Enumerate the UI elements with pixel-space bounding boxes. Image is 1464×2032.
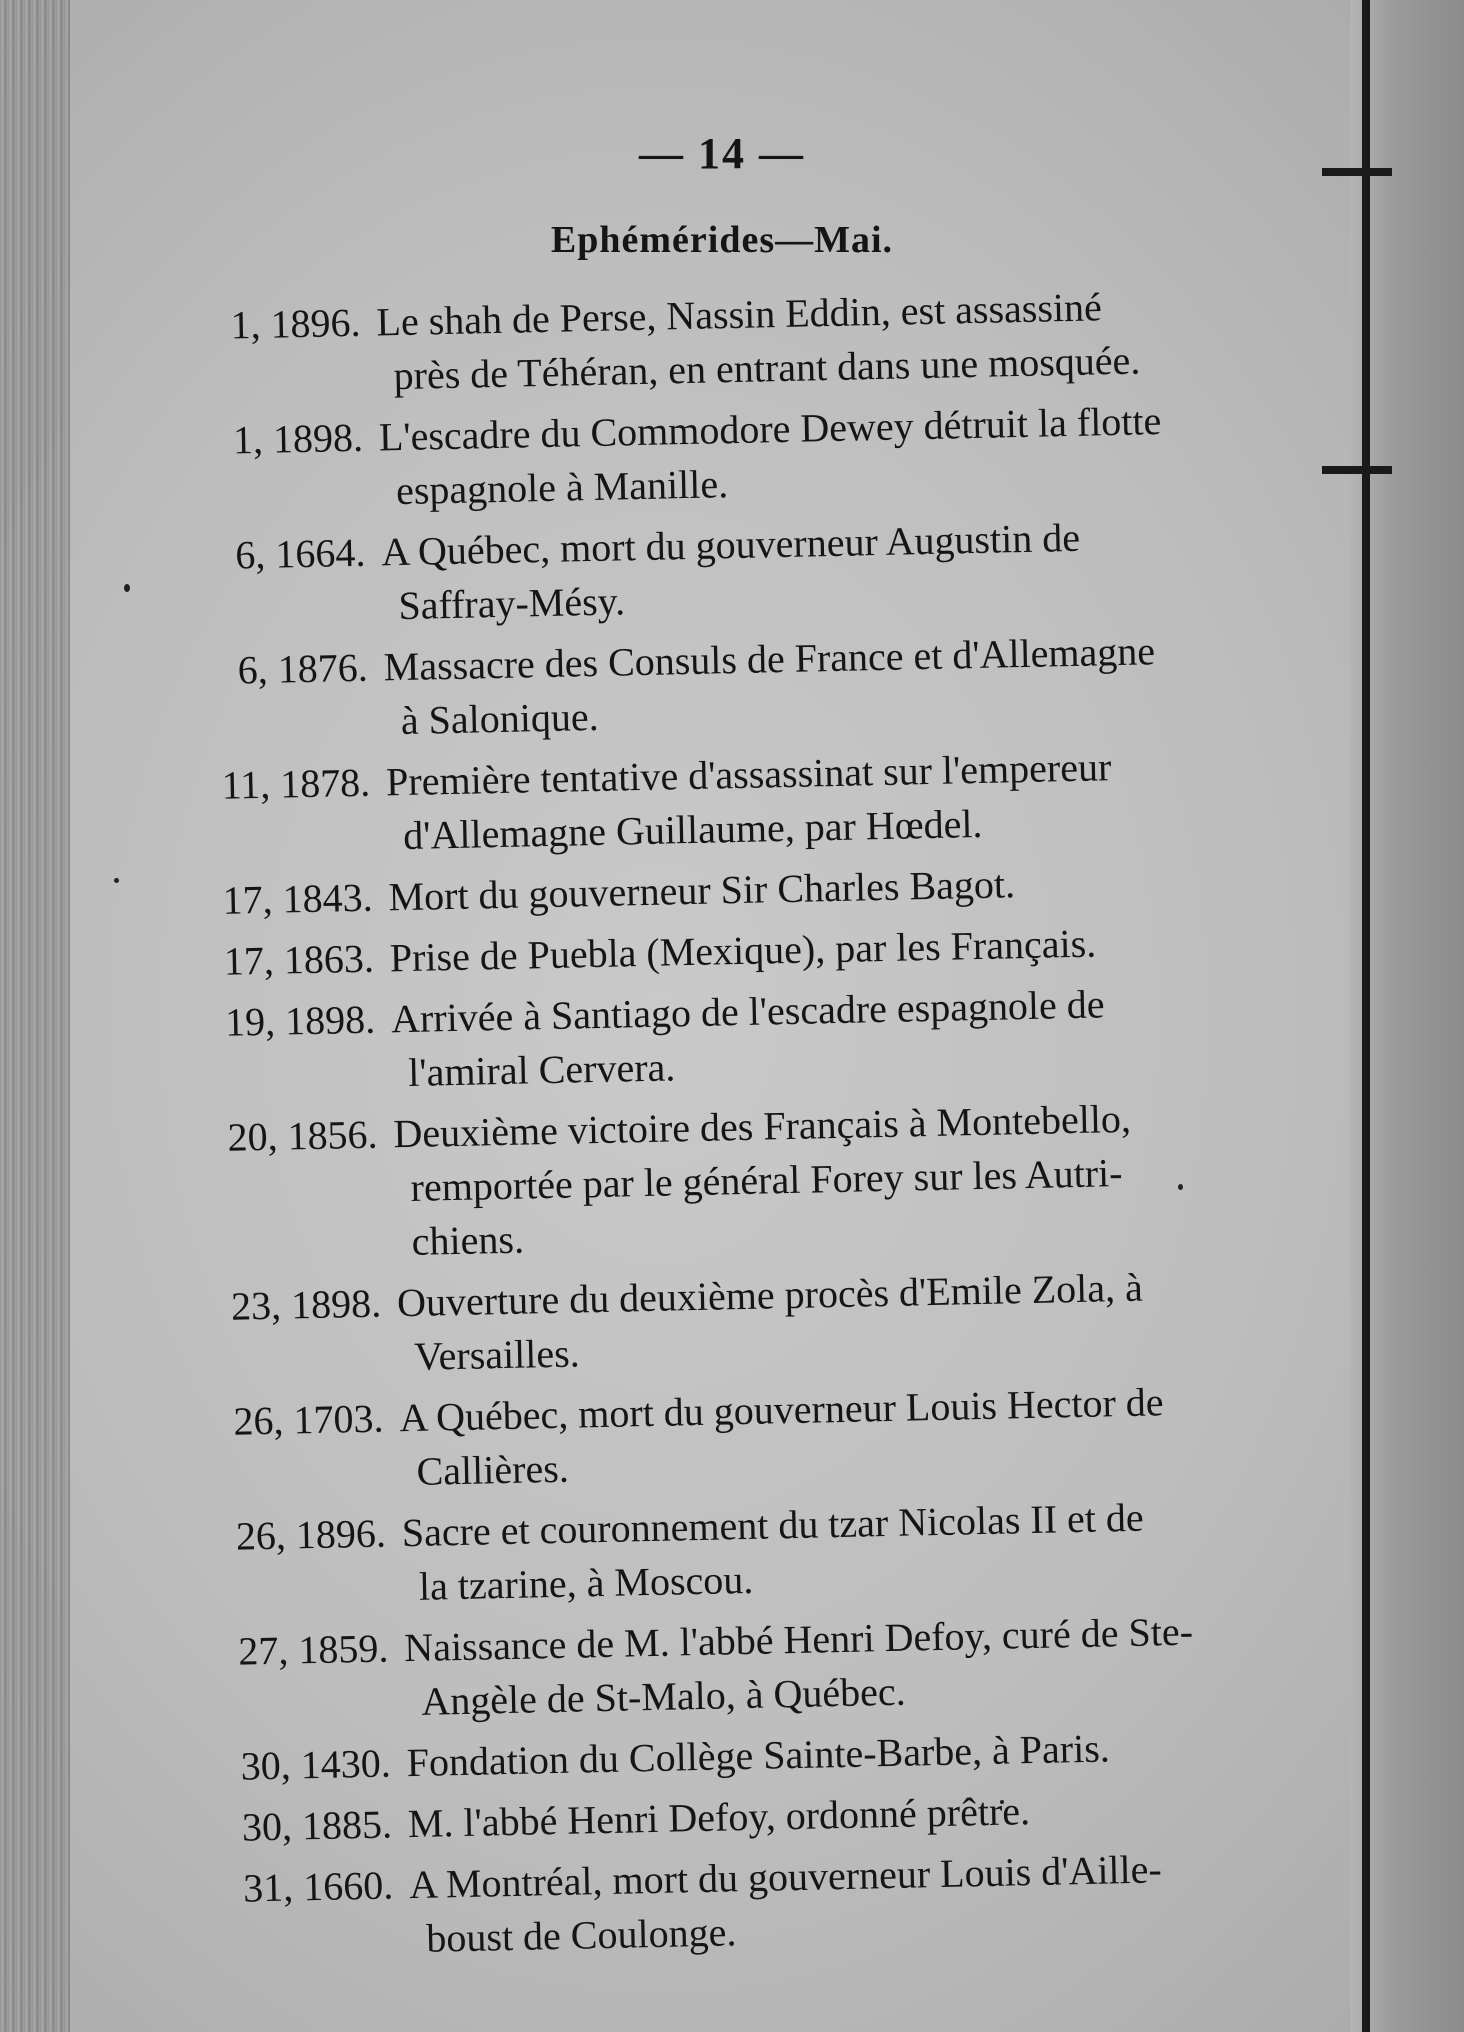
entry-line: Callières. [416, 1445, 570, 1494]
entry-line: boust de Coulonge. [425, 1909, 737, 1961]
entry-date: 26, 1896. [235, 1510, 387, 1559]
entry-line: Ouverture du deuxième procès d'Emile Zola, à [396, 1264, 1144, 1326]
entry-date: 26, 1703. [233, 1395, 384, 1444]
entry-text [383, 621, 1319, 749]
entry-line: Versailles. [413, 1330, 581, 1379]
entry-row [167, 621, 1319, 753]
entry-text [404, 1602, 1340, 1730]
entry-line: M. l'abbé Henri Defoy, ordonné prêtre. [407, 1788, 1031, 1847]
page-heading [0, 218, 1464, 262]
entry-text [391, 973, 1327, 1101]
entry-row [181, 1257, 1333, 1389]
entry-date: 31, 1660. [242, 1862, 394, 1911]
entry-row [193, 1839, 1345, 1971]
entry-row [188, 1602, 1340, 1734]
entry-line: Naissance de M. l'abbé Henri Defoy, curé de Ste- [403, 1608, 1194, 1671]
entry-text [378, 391, 1314, 519]
entry-text [401, 1487, 1337, 1615]
entry-line: Angèle de St-Malo, à Québec. [420, 1668, 907, 1724]
entry-line: L'escadre du Commodore Dewey détruit la flotte [378, 398, 1162, 460]
entry-date: 17, 1843. [222, 874, 374, 923]
entry-row [162, 391, 1314, 523]
ink-speck [114, 878, 119, 883]
entry-row [185, 1487, 1337, 1619]
entry-row [177, 1088, 1330, 1274]
entry-line: A Québec, mort du gouverneur Louis Hector de [398, 1379, 1164, 1441]
entry-date: 6, 1664. [234, 529, 366, 578]
entry-line: Prise de Puebla (Mexique), par les Français. [389, 920, 1097, 981]
entry-row [183, 1372, 1335, 1504]
entry-date: 27, 1859. [237, 1625, 389, 1674]
binding-stitch-middle [1322, 466, 1392, 474]
entry-row [175, 973, 1327, 1105]
entry-line: l'amiral Cervera. [407, 1044, 676, 1095]
entry-date: 19, 1898. [224, 996, 376, 1045]
entry-text [396, 1257, 1332, 1385]
page-heading-text: Ephémérides—Mai. [550, 219, 894, 261]
entry-line: près de Téhéran, en entrant dans une mosquée. [393, 337, 1141, 399]
entry-line: Fondation du Collège Sainte-Barbe, à Paris. [406, 1725, 1111, 1786]
entry-line: Massacre des Consuls de France et d'Allemagne [383, 628, 1156, 690]
entry-text [409, 1839, 1345, 1967]
ink-speck [124, 584, 130, 592]
entry-line: Mort du gouverneur Sir Charles Bagot. [388, 861, 1016, 920]
page-edges [0, 0, 70, 2032]
entry-line: Première tentative d'assassinat sur l'empereur [385, 744, 1112, 805]
entry-date: 17, 1863. [223, 935, 375, 984]
entry-text [393, 1088, 1330, 1270]
entry-line: à Salonique. [400, 693, 600, 744]
entry-row [170, 736, 1322, 868]
binding-thread [1362, 0, 1370, 2032]
entry-line: Arrivée à Santiago de l'escadre espagnole de [390, 981, 1105, 1042]
entry-line: Deuxième victoire des Français à Montebello, [393, 1095, 1132, 1157]
entry-text [376, 276, 1312, 404]
entry-line: d'Allemagne Guillaume, par Hœdel. [402, 800, 983, 859]
entry-line: A Montréal, mort du gouverneur Louis d'Aille- [408, 1846, 1163, 1908]
entry-line: Saffray-Mésy. [397, 578, 626, 629]
ephemerides-list [160, 276, 1345, 1978]
entry-date: 20, 1856. [227, 1111, 378, 1160]
page-number-text: — 14 — [639, 129, 805, 178]
entry-row [160, 276, 1312, 408]
entry-text [406, 1717, 1341, 1791]
entry-line: A Québec, mort du gouverneur Augustin de [380, 514, 1081, 575]
entry-date: 1, 1898. [232, 414, 364, 463]
entry-text [389, 912, 1324, 986]
entry-text [388, 851, 1323, 925]
entry-line: Le shah de Perse, Nassin Eddin, est assassiné [376, 284, 1103, 345]
entry-date: 23, 1898. [230, 1280, 382, 1329]
entry-row [165, 506, 1317, 638]
entry-text [386, 736, 1322, 864]
entry-line: espagnole à Manille. [395, 461, 729, 514]
entry-date: 30, 1430. [240, 1740, 392, 1789]
entry-text [407, 1778, 1342, 1852]
entry-date: 11, 1878. [221, 759, 371, 808]
entry-line: Sacre et couronnement du tzar Nicolas II et de [401, 1494, 1145, 1556]
entry-text [399, 1372, 1335, 1500]
entry-line: chiens. [411, 1216, 525, 1264]
entry-line: la tzarine, à Moscou. [418, 1556, 754, 1609]
entry-text [381, 506, 1317, 634]
entry-date: 6, 1876. [237, 644, 369, 693]
page-number [0, 128, 1464, 179]
entry-date: 1, 1896. [230, 299, 361, 348]
entry-date: 30, 1885. [241, 1801, 393, 1850]
entry-line: remportée par le général Forey sur les Autri- [410, 1150, 1123, 1210]
